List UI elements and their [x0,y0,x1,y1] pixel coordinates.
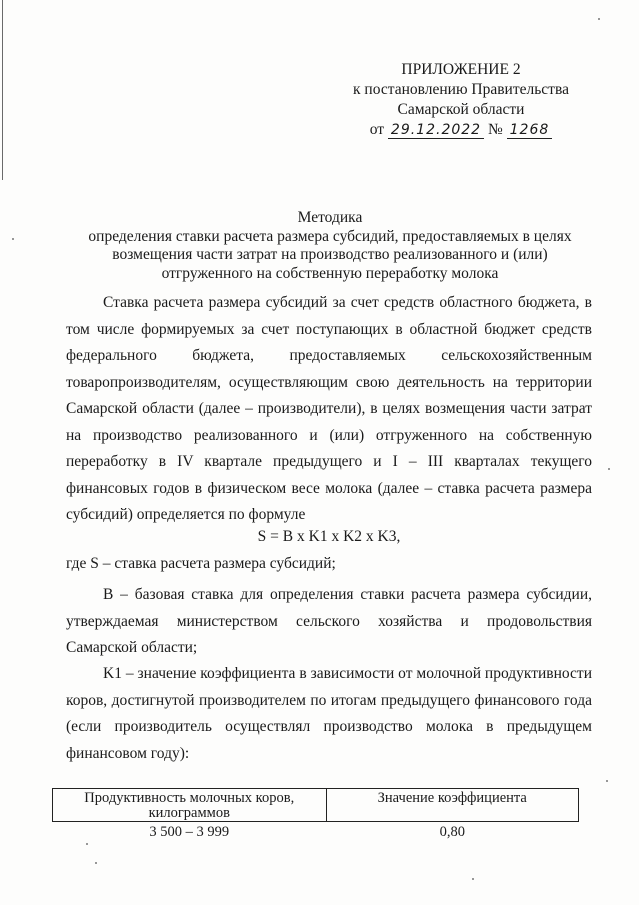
handwritten-date: 29.12.2022 [388,122,484,139]
date-prefix: от [369,121,385,138]
formula: S = B x K1 x K2 x K3, [257,528,401,545]
title-line-2: возмещения части затрат на производство реализованного и (или) [112,246,548,263]
title-heading: Методика [297,209,363,226]
main-paragraph [66,290,592,529]
title-line-3: отгруженного на собственную переработку молока [161,264,499,282]
title-line-1: определения ставки расчета размера субсидий, предоставляемых в целях [88,227,572,245]
appendix-line1: к постановлению Правительства [353,81,569,98]
document-title [60,209,600,283]
cell-coefficient: 0,80 [439,824,465,840]
number-prefix: № [487,121,503,138]
paragraph-k1 [66,661,592,767]
scan-speck [606,780,608,782]
header-coefficient: Значение коэффициента [326,789,578,822]
main-paragraph-text: Ставка расчета размера субсидий за счет средств областного бюджета, в том числе формируемых за счет поступающих в областной бюджет средств федерального бюджета, предоставляемых сельскохозяйственным товаропроизводителям, осуществляющим свою деятельность на территории Самарской области (далее – производители), в целях возмещения части затрат на производство реализованного и (или) отгруженного на собственную переработку в IV квартале предыдущего и I – III кварталах текущего финансовых годов в физическом весе молока (далее – ставка расчета размера субсидий) определяется по формуле [66,294,592,523]
appendix-title: ПРИЛОЖЕНИЕ 2 [401,61,521,78]
appendix-line2: Самарской области [397,101,525,118]
productivity-table [52,788,579,842]
scan-speck [86,843,88,845]
table-header-row [53,789,579,822]
scan-speck [12,238,14,240]
scan-speck [608,468,610,470]
scan-speck [598,18,600,20]
appendix-date-line [320,120,602,140]
paragraph-b-text: B – базовая ставка для определения ставки расчета размера субсидии, утверждаемая министерством сельского хозяйства и продовольствия Самарской области; [66,586,592,656]
handwritten-number: 1268 [507,122,553,139]
paragraph-b [66,582,592,662]
scan-speck [95,862,97,864]
where-s-line: где S – ставка расчета размера субсидий; [66,555,336,572]
paragraph-k1-text: K1 – значение коэффициента в зависимости от молочной продуктивности коров, достигнутой производителем по итогам предыдущего финансового года (если производитель осуществлял производство молока в предыдущем финансовом году): [66,665,592,762]
header-productivity: Продуктивность молочных коров, килограммов [53,789,327,822]
scan-edge-line [2,0,3,180]
table-row [53,822,579,843]
appendix-block [320,60,602,140]
scan-speck [472,878,474,880]
cell-productivity: 3 500 – 3 999 [149,824,230,840]
